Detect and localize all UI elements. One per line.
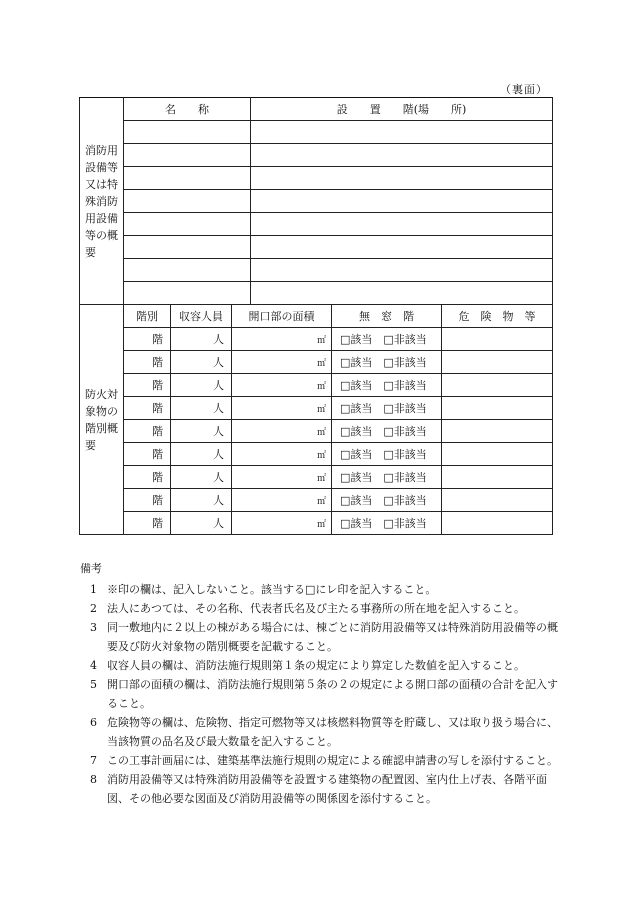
equipment-name-cell[interactable] (124, 282, 251, 305)
not-applicable-checkbox[interactable]: □非該当 (383, 494, 427, 507)
equipment-location-header: 設 置 階(場 所) (251, 98, 553, 121)
side-label-line: 階別概 (85, 421, 118, 435)
floor-row (80, 328, 553, 351)
windowless-checkbox-cell (332, 489, 442, 512)
floor-row (80, 512, 553, 535)
side-label-line: 又は特 (85, 177, 118, 191)
side-label-line: 要 (85, 438, 96, 452)
remark-number: 4 (90, 659, 97, 672)
floor-cell[interactable]: 階 (124, 512, 171, 535)
remark-number: 6 (90, 716, 97, 729)
remarks-title: 備考 (80, 562, 102, 575)
remark-number: 7 (90, 754, 97, 767)
capacity-cell[interactable]: 人 (171, 420, 232, 443)
equipment-row (80, 190, 553, 213)
opening-area-cell[interactable]: ㎡ (232, 443, 332, 466)
remark-text: 法人にあつては、その名称、代表者氏名及び主たる事務所の所在地を記入すること。 (107, 602, 525, 615)
remark-item (90, 770, 560, 808)
equipment-row (80, 282, 553, 305)
floor-cell[interactable]: 階 (124, 374, 171, 397)
remark-text: ※印の欄は、記入しないこと。該当する□にレ印を記入すること。 (107, 583, 437, 596)
spacer (372, 517, 383, 530)
remark-item (90, 618, 560, 656)
floor-header: 階別 (124, 305, 171, 328)
opening-area-header: 開口部の面積 (232, 305, 332, 328)
floor-cell[interactable]: 階 (124, 328, 171, 351)
equipment-name-cell[interactable] (124, 167, 251, 190)
hazardous-materials-cell[interactable] (442, 443, 553, 466)
remark-number: 8 (90, 773, 97, 786)
equipment-location-cell[interactable] (251, 144, 553, 167)
windowless-checkbox-cell (332, 466, 442, 489)
floor-section-label (80, 305, 124, 535)
remark-text: 開口部の面積の欄は、消防法施行規則第５条の２の規定による開口部の面積の合計を記入すること。 (107, 678, 558, 710)
capacity-cell[interactable]: 人 (171, 397, 232, 420)
hazardous-materials-cell[interactable] (442, 512, 553, 535)
equipment-row (80, 236, 553, 259)
side-label-line: 象物の (85, 404, 118, 418)
side-label-line: 設備等 (85, 160, 118, 174)
remarks (80, 559, 560, 808)
remark-text: 消防用設備等又は特殊消防用設備等を設置する建築物の配置図、室内仕上げ表、各階平面図、その他必要な図面及び消防用設備等の関係図を添付すること。 (107, 773, 547, 805)
floor-cell[interactable]: 階 (124, 351, 171, 374)
applicable-checkbox[interactable]: □該当 (340, 448, 373, 461)
remark-item (90, 675, 560, 713)
spacer (372, 379, 383, 392)
equipment-header-row (80, 98, 553, 121)
capacity-cell[interactable]: 人 (171, 489, 232, 512)
equipment-name-cell[interactable] (124, 121, 251, 144)
equipment-name-cell[interactable] (124, 213, 251, 236)
hazardous-materials-cell[interactable] (442, 489, 553, 512)
floor-cell[interactable]: 階 (124, 397, 171, 420)
remark-number: 2 (90, 602, 97, 615)
hazardous-materials-cell[interactable] (442, 328, 553, 351)
windowless-checkbox-cell (332, 374, 442, 397)
floor-cell[interactable]: 階 (124, 466, 171, 489)
side-label-line: 殊消防 (85, 194, 118, 208)
equipment-row (80, 213, 553, 236)
windowless-checkbox-cell (332, 397, 442, 420)
capacity-cell[interactable]: 人 (171, 443, 232, 466)
floor-row (80, 351, 553, 374)
equipment-name-cell[interactable] (124, 144, 251, 167)
opening-area-cell[interactable]: ㎡ (232, 512, 332, 535)
side-label-line: 防火対 (85, 387, 118, 401)
remark-number: 3 (90, 621, 97, 634)
remark-text: この工事計画届には、建築基準法施行規則の規定による確認申請書の写しを添付すること。 (107, 754, 558, 767)
applicable-checkbox[interactable]: □該当 (340, 471, 373, 484)
opening-area-cell[interactable]: ㎡ (232, 466, 332, 489)
opening-area-cell[interactable]: ㎡ (232, 397, 332, 420)
capacity-cell[interactable]: 人 (171, 328, 232, 351)
equipment-name-cell[interactable] (124, 259, 251, 282)
applicable-checkbox[interactable]: □該当 (340, 425, 373, 438)
capacity-cell[interactable]: 人 (171, 374, 232, 397)
remark-item (90, 656, 560, 675)
floor-row (80, 397, 553, 420)
remark-item (90, 580, 560, 599)
applicable-checkbox[interactable]: □該当 (340, 333, 373, 346)
not-applicable-checkbox[interactable]: □非該当 (383, 425, 427, 438)
capacity-cell[interactable]: 人 (171, 351, 232, 374)
floor-row (80, 466, 553, 489)
opening-area-cell[interactable]: ㎡ (232, 489, 332, 512)
floor-row (80, 374, 553, 397)
remark-item (90, 751, 560, 770)
opening-area-cell[interactable]: ㎡ (232, 374, 332, 397)
windowless-checkbox-cell (332, 443, 442, 466)
windowless-checkbox-cell (332, 420, 442, 443)
spacer (372, 333, 383, 346)
floor-header-row (80, 305, 553, 328)
construction-plan-form-table (79, 97, 553, 535)
not-applicable-checkbox[interactable]: □非該当 (383, 402, 427, 415)
hazardous-materials-cell[interactable] (442, 374, 553, 397)
not-applicable-checkbox[interactable]: □非該当 (383, 471, 427, 484)
hazardous-materials-header: 危 険 物 等 (442, 305, 553, 328)
windowless-floor-header: 無 窓 階 (332, 305, 442, 328)
spacer (372, 402, 383, 415)
spacer (372, 425, 383, 438)
equipment-location-cell[interactable] (251, 213, 553, 236)
equipment-location-cell[interactable] (251, 259, 553, 282)
floor-row (80, 489, 553, 512)
hazardous-materials-cell[interactable] (442, 466, 553, 489)
spacer (372, 448, 383, 461)
hazardous-materials-cell[interactable] (442, 420, 553, 443)
remark-item (90, 599, 560, 618)
equipment-location-cell[interactable] (251, 190, 553, 213)
remark-number: 1 (90, 583, 97, 596)
not-applicable-checkbox[interactable]: □非該当 (383, 356, 427, 369)
applicable-checkbox[interactable]: □該当 (340, 517, 373, 530)
not-applicable-checkbox[interactable]: □非該当 (383, 517, 427, 530)
applicable-checkbox[interactable]: □該当 (340, 379, 373, 392)
remark-number: 5 (90, 678, 97, 691)
opening-area-cell[interactable]: ㎡ (232, 420, 332, 443)
equipment-location-cell[interactable] (251, 121, 553, 144)
windowless-checkbox-cell (332, 328, 442, 351)
hazardous-materials-cell[interactable] (442, 397, 553, 420)
remark-item (90, 713, 560, 751)
applicable-checkbox[interactable]: □該当 (340, 402, 373, 415)
equipment-row (80, 167, 553, 190)
windowless-checkbox-cell (332, 351, 442, 374)
not-applicable-checkbox[interactable]: □非該当 (383, 333, 427, 346)
opening-area-cell[interactable]: ㎡ (232, 328, 332, 351)
floor-overview-section (80, 305, 553, 535)
capacity-header: 収容人員 (171, 305, 232, 328)
windowless-checkbox-cell (332, 512, 442, 535)
hazardous-materials-cell[interactable] (442, 351, 553, 374)
floor-row (80, 420, 553, 443)
equipment-name-cell[interactable] (124, 190, 251, 213)
equipment-location-cell[interactable] (251, 167, 553, 190)
equipment-row (80, 144, 553, 167)
remark-text: 同一敷地内に２以上の棟がある場合には、棟ごとに消防用設備等又は特殊消防用設備等の概要及び防火対象物の階別概要を記載すること。 (107, 621, 558, 653)
capacity-cell[interactable]: 人 (171, 512, 232, 535)
equipment-name-header: 名 称 (124, 98, 251, 121)
equipment-row (80, 121, 553, 144)
not-applicable-checkbox[interactable]: □非該当 (383, 379, 427, 392)
capacity-cell[interactable]: 人 (171, 466, 232, 489)
equipment-location-cell[interactable] (251, 236, 553, 259)
side-label-line: 等の概 (85, 228, 118, 242)
floor-row (80, 443, 553, 466)
equipment-location-cell[interactable] (251, 282, 553, 305)
opening-area-cell[interactable]: ㎡ (232, 351, 332, 374)
page-side-label: （裏面） (500, 83, 548, 96)
remark-text: 収容人員の欄は、消防法施行規則第１条の規定により算定した数値を記入すること。 (107, 659, 525, 672)
floor-cell[interactable]: 階 (124, 489, 171, 512)
applicable-checkbox[interactable]: □該当 (340, 356, 373, 369)
applicable-checkbox[interactable]: □該当 (340, 494, 373, 507)
equipment-section (80, 98, 553, 305)
equipment-section-label (80, 98, 124, 305)
floor-cell[interactable]: 階 (124, 443, 171, 466)
side-label-line: 消防用 (85, 143, 118, 157)
side-label-line: 要 (85, 245, 96, 259)
spacer (372, 471, 383, 484)
not-applicable-checkbox[interactable]: □非該当 (383, 448, 427, 461)
equipment-row (80, 259, 553, 282)
equipment-name-cell[interactable] (124, 236, 251, 259)
spacer (372, 356, 383, 369)
spacer (372, 494, 383, 507)
remarks-list (80, 580, 560, 808)
remark-text: 危険物等の欄は、危険物、指定可燃物等又は核燃料物質等を貯蔵し、又は取り扱う場合に、当該物質の品名及び最大数量を記入すること。 (107, 716, 558, 748)
floor-cell[interactable]: 階 (124, 420, 171, 443)
side-label-line: 用設備 (85, 211, 118, 225)
